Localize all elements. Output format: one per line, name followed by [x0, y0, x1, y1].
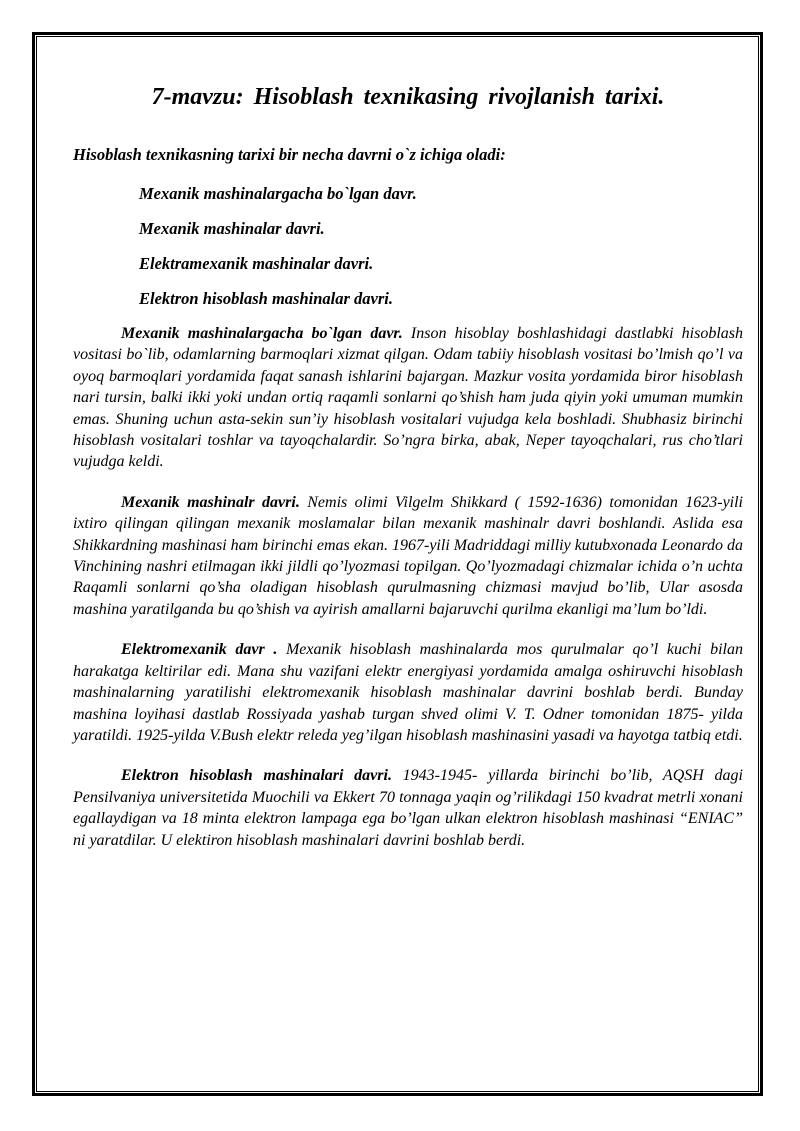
- section-text: 1943-1945- yillarda birinchi bo’lib, AQSH dagi Pensilvaniya universitetida Muochili va Ekkert 70 tonnaga yaqin og’rilikdagi 150 kvadrat metrli xonani egallaydigan va 18 minta elektron lampaga ega bo’lgan ulkan elektron hisoblash mashinasi “ENIAC” ni yaratdilar. U elektiron hisoblash mashinalari davrini boshlab berdi.: [73, 767, 743, 849]
- document-body: [73, 84, 743, 870]
- section-paragraph: [73, 323, 743, 473]
- period-item: Elektramexanik mashinalar davri.: [139, 254, 374, 273]
- period-item: Elektron hisoblash mashinalar davri.: [139, 289, 393, 308]
- section-heading: Elektron hisoblash mashinalari davri.: [121, 767, 392, 785]
- section-heading: Mexanik mashinalargacha bo`lgan davr.: [121, 325, 403, 342]
- page-title: 7-mavzu: Hisoblash texnikasing rivojlanish tarixi.: [151, 84, 665, 110]
- intro-text: Hisoblash texnikasning tarixi bir necha davrni o`z ichiga oladi:: [73, 145, 506, 164]
- period-item: Mexanik mashinalargacha bo`lgan davr.: [139, 184, 417, 203]
- section-text: Inson hisoblay boshlashidagi dastlabki hisoblash vositasi bo`lib, odamlarning barmoqlari xizmat qilgan. Odam tabiiy hisoblash vositasi bo’lmish qo’l va oyoq barmoqlari yordamida faqat sanash ishlarini bajargan. Mazkur vosita yordamida biror hisoblash nari tursin, balki ikki yoki undan ortiq raqamli sonlarni qo’shish ham juda qiyin yoki umuman mumkin emas. Shuning uchun asta-sekin sun’iy hisoblash vositalari vujudga kela boshladi. Shubhasiz birinchi hisoblash vositalari toshlar va tayoqchalardir. So’ngra birka, abak, Neper tayoqchalari, rus cho’tlari vujudga keldi.: [73, 325, 744, 471]
- section-paragraph: [73, 765, 743, 851]
- section-heading: Elektromexanik davr .: [121, 641, 278, 659]
- section-paragraph: [73, 492, 743, 620]
- period-item: Mexanik mashinalar davri.: [139, 219, 325, 238]
- section-text: Nemis olimi Vilgelm Shikkard ( 1592-1636) tomonidan 1623-yili ixtiro qilingan qilingan mexanik moslamalar bilan mexanik mashinalr davri boshlandi. Aslida esa Shikkardning mashinasi ham birinchi emas ekan. 1967-yili Madriddagi milliy kutubxonada Leonardo da Vinchining nashri etilmagan ikki jildli qo’lyozmasi topilgan. Qo’lyozmadagi chizmalar ichida o’n uchta Raqamli sonlarni qo’sha oladigan hisoblash qurulmasning chizmasi mavjud bo’lib, Ular asosda mashina yaratilganda bu qo’shish va ayirish amallarni bajaruvchi qurilma ekanligi ma’lum bo’ldi.: [73, 493, 744, 618]
- periods-list: [139, 183, 743, 309]
- section-heading: Mexanik mashinalr davri.: [121, 493, 300, 511]
- section-text: Mexanik hisoblash mashinalarda mos qurulmalar qo’l kuchi bilan harakatga keltirilar edi. Mana shu vazifani elektr energiyasi yordamida amalga oshiruvchi hisoblash mashinalarning yaratilishi elektromexanik hisoblash mashinalar davrini boshlab berdi. Bunday mashina loyihasi dastlab Rossiyada yashab turgan shved olimi V. T. Odner tomonidan 1875- yilda yaratildi. 1925-yilda V.Bush elektr releda yeg’ilgan hisoblash mashinasini yasadi va hayotga tatbiq etdi.: [73, 641, 743, 744]
- section-paragraph: [73, 639, 743, 746]
